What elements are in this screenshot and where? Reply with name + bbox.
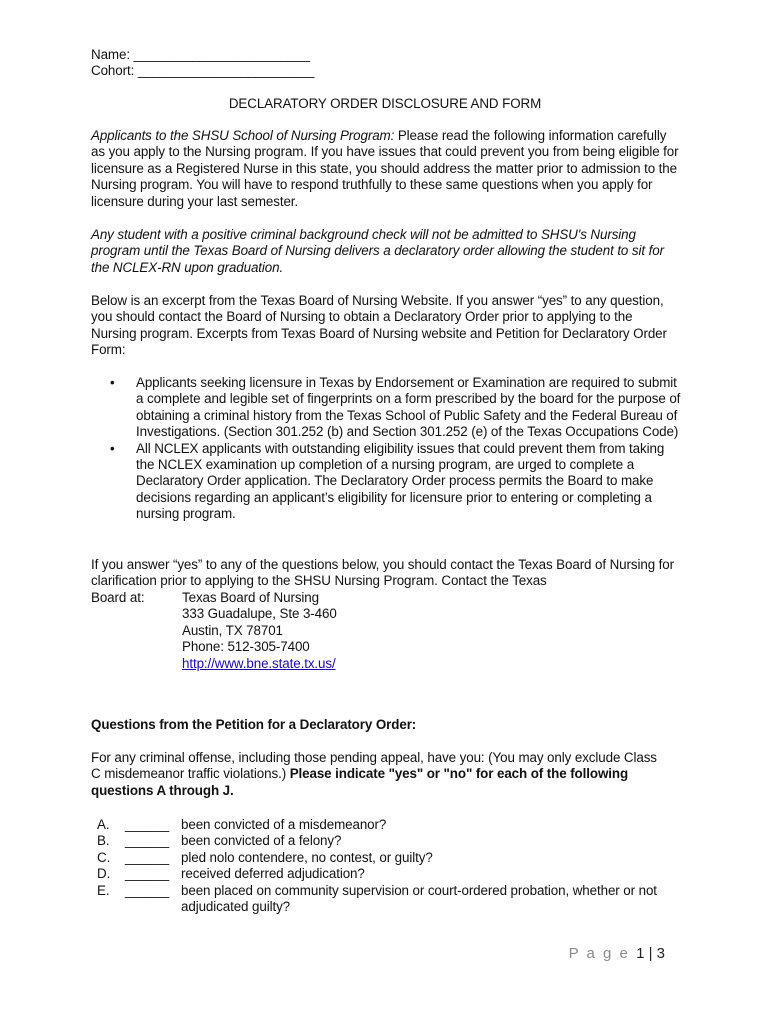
contact-org: Texas Board of Nursing [182, 590, 319, 605]
page-number: 1 | 3 [636, 945, 665, 962]
contact-intro-paragraph: If you answer “yes” to any of the questions below, you should contact the Texas Board of Nursing for clarification prior to applying to the SHSU Nursing Program. Contact the Texas [91, 557, 674, 589]
question-text: pled nolo contendere, no contest, or guilty? [181, 849, 433, 865]
questions-heading: Questions from the Petition for a Declaratory Order: [91, 717, 417, 732]
question-row [97, 883, 667, 916]
answer-blank[interactable]: ______ [125, 882, 170, 898]
list-item [110, 375, 684, 441]
answer-blank[interactable]: ______ [125, 866, 170, 882]
excerpt-intro-paragraph: Below is an excerpt from the Texas Board of Nursing Website. If you answer “yes” to any question, you should contact the Board of Nursing to obtain a Declaratory Order prior to applying to the Nursing program. Excerpts from Texas Board of Nursing website and Petition for Declaratory Order Form: [91, 293, 667, 358]
question-letter: B. [97, 833, 110, 849]
contact-phone: Phone: 512-305-7400 [182, 639, 310, 655]
name-field[interactable]: Name: ________________________ [91, 47, 310, 62]
intro-paragraph [91, 128, 681, 210]
board-website-link[interactable]: http://www.bne.state.tx.us/ [182, 655, 336, 671]
question-row [97, 850, 667, 866]
list-item [110, 441, 684, 523]
question-letter: D. [97, 866, 111, 882]
question-row [97, 866, 667, 882]
bullet-icon: • [110, 440, 115, 456]
contact-street: 333 Guadalupe, Ste 3-460 [182, 606, 337, 622]
question-row [97, 833, 667, 849]
intro-body: Please read the following information carefully as you apply to the Nursing program. If you have issues that could prevent you from being eligible for licensure as a Registered Nurse in this state, you should address the matter prior to admission to the Nursing program. You will have to respond truthfully to these same questions when you apply for licensure during your last semester. [91, 128, 679, 209]
answer-blank[interactable]: ______ [125, 849, 170, 865]
bullet-icon: • [110, 375, 115, 390]
question-letter: E. [97, 882, 110, 898]
question-text: received deferred adjudication? [181, 866, 365, 882]
questions-intro-paragraph [91, 750, 661, 799]
intro-lead: Applicants to the SHSU School of Nursing Program: [91, 128, 395, 143]
answer-blank[interactable]: ______ [125, 817, 170, 832]
question-text: been placed on community supervision or court-ordered probation, whether or not adjudicated guilty? [181, 882, 657, 915]
cohort-field[interactable]: Cohort: ________________________ [91, 63, 315, 78]
question-letter: C. [97, 849, 111, 865]
page-footer [569, 945, 665, 962]
background-check-notice: Any student with a positive criminal background check will not be admitted to SHSU's Nursing program until the Texas Board of Nursing delivers a declaratory order allowing the student to sit for the NCLEX-RN upon graduation. [91, 227, 664, 275]
questions-intro-instruction: Please indicate "yes" or "no" for each of the following questions A through J. [91, 766, 629, 798]
question-text: been convicted of a felony? [181, 833, 342, 849]
questions-intro-plain: For any criminal offense, including those pending appeal, have you: (You may only exclude Class C misdemeanor traffic violations.) [91, 750, 657, 782]
page-label: P a g e [568, 945, 630, 962]
question-row [97, 817, 667, 833]
document-title: DECLARATORY ORDER DISCLOSURE AND FORM [228, 96, 542, 111]
list-item-text: Applicants seeking licensure in Texas by Endorsement or Examination are required to submit a complete and legible set of fingerprints on a form prescribed by the board for the purpose of obtaining a criminal history from the Texas School of Public Safety and the Federal Bureau of Investigations. (Section 301.252 (b) and Section 301.252 (e) of the Texas Occupations Code) [136, 375, 681, 440]
contact-city: Austin, TX 78701 [182, 622, 283, 638]
question-text: been convicted of a misdemeanor? [181, 817, 387, 832]
contact-label: Board at: [91, 590, 145, 605]
requirements-list [110, 375, 684, 523]
list-item-text: All NCLEX applicants with outstanding eligibility issues that could prevent them from taking the NCLEX examination up completion of a nursing program, are urged to complete a Declaratory Order application. The Declaratory Order process permits the Board to make decisions regarding an applicant’s eligibility for licensure prior to entering or completing a nursing program. [136, 440, 665, 522]
questions-list [97, 817, 667, 915]
question-letter: A. [97, 817, 110, 832]
contact-address-block [91, 590, 591, 672]
answer-blank[interactable]: ______ [125, 833, 170, 849]
